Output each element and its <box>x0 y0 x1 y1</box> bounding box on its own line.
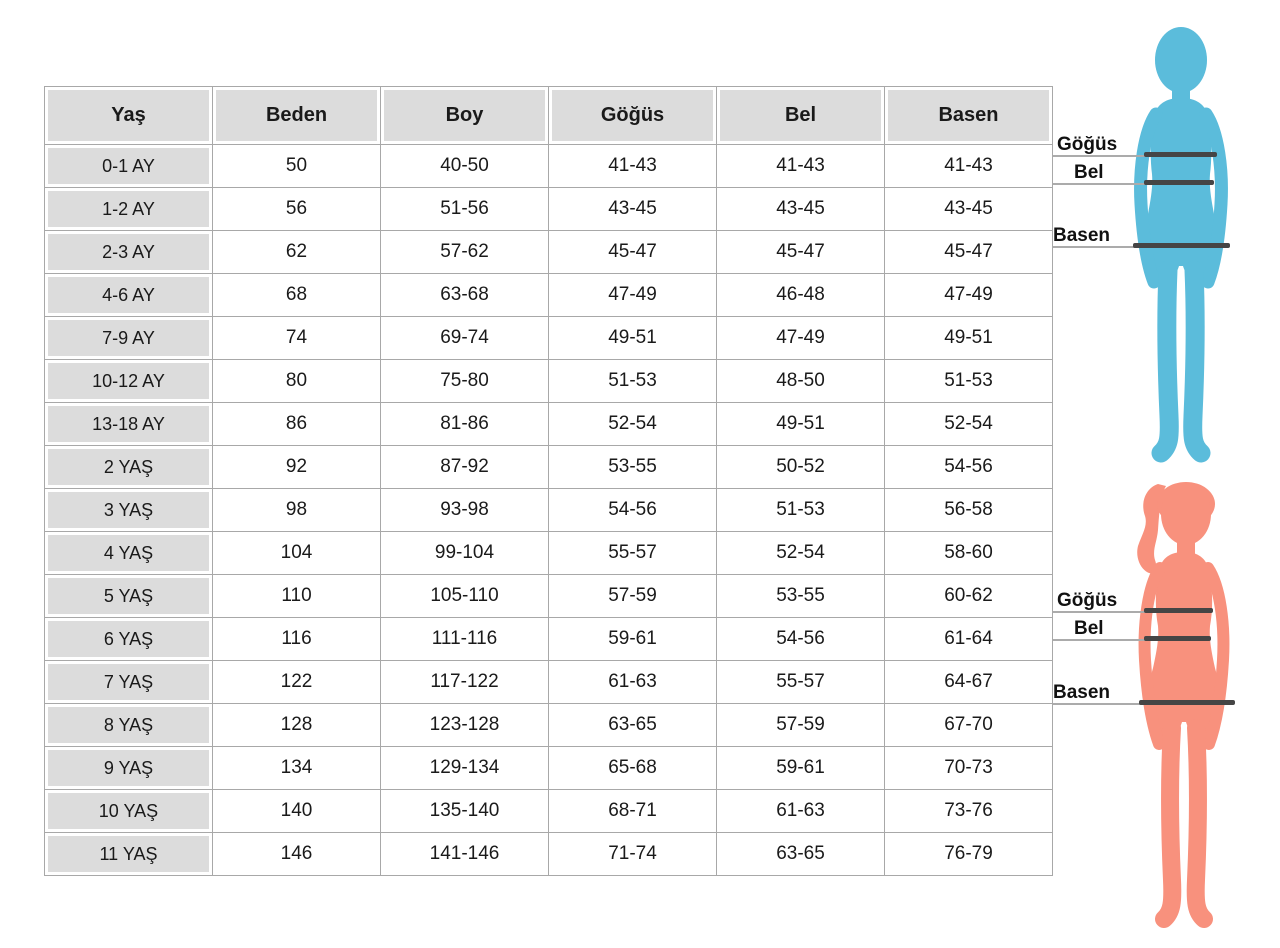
data-cell: 51-56 <box>381 188 549 231</box>
data-cell: 70-73 <box>885 747 1053 790</box>
row-header-cell: 5 YAŞ <box>45 575 213 618</box>
data-cell: 63-65 <box>549 704 717 747</box>
data-cell: 54-56 <box>885 446 1053 489</box>
chest-measure-leader-line-top <box>1053 155 1150 157</box>
data-cell: 43-45 <box>885 188 1053 231</box>
data-cell: 129-134 <box>381 747 549 790</box>
data-cell: 40-50 <box>381 145 549 188</box>
data-cell: 48-50 <box>717 360 885 403</box>
data-cell: 73-76 <box>885 790 1053 833</box>
row-header-cell: 10 YAŞ <box>45 790 213 833</box>
table-row <box>45 403 1053 446</box>
table-row <box>45 747 1053 790</box>
data-cell: 86 <box>213 403 381 446</box>
data-cell: 41-43 <box>717 145 885 188</box>
data-cell: 41-43 <box>885 145 1053 188</box>
data-cell: 67-70 <box>885 704 1053 747</box>
table-row <box>45 231 1053 274</box>
data-cell: 110 <box>213 575 381 618</box>
row-header-cell: 13-18 AY <box>45 403 213 446</box>
data-cell: 56 <box>213 188 381 231</box>
data-cell: 59-61 <box>717 747 885 790</box>
data-cell: 49-51 <box>549 317 717 360</box>
hip-measure-label-top: Basen <box>1053 225 1111 246</box>
data-cell: 50-52 <box>717 446 885 489</box>
row-header-cell: 7-9 AY <box>45 317 213 360</box>
size-table <box>44 86 1053 876</box>
data-cell: 104 <box>213 532 381 575</box>
data-cell: 47-49 <box>549 274 717 317</box>
data-cell: 57-59 <box>717 704 885 747</box>
row-header-cell: 11 YAŞ <box>45 833 213 876</box>
column-header: Basen <box>885 87 1053 145</box>
data-cell: 76-79 <box>885 833 1053 876</box>
data-cell: 74 <box>213 317 381 360</box>
data-cell: 92 <box>213 446 381 489</box>
data-cell: 47-49 <box>717 317 885 360</box>
table-row <box>45 274 1053 317</box>
data-cell: 68-71 <box>549 790 717 833</box>
data-cell: 128 <box>213 704 381 747</box>
table-row <box>45 532 1053 575</box>
row-header-cell: 6 YAŞ <box>45 618 213 661</box>
data-cell: 98 <box>213 489 381 532</box>
data-cell: 60-62 <box>885 575 1053 618</box>
data-cell: 140 <box>213 790 381 833</box>
data-cell: 63-65 <box>717 833 885 876</box>
data-cell: 43-45 <box>717 188 885 231</box>
data-cell: 65-68 <box>549 747 717 790</box>
table-row <box>45 188 1053 231</box>
chest-measure-label-top: Göğüs <box>1057 134 1118 155</box>
data-cell: 116 <box>213 618 381 661</box>
table-row <box>45 704 1053 747</box>
data-cell: 51-53 <box>549 360 717 403</box>
row-header-cell: 8 YAŞ <box>45 704 213 747</box>
chest-measure-label-bottom: Göğüs <box>1057 590 1118 611</box>
data-cell: 51-53 <box>717 489 885 532</box>
data-cell: 99-104 <box>381 532 549 575</box>
data-cell: 49-51 <box>717 403 885 446</box>
row-header-cell: 7 YAŞ <box>45 661 213 704</box>
table-row <box>45 360 1053 403</box>
data-cell: 59-61 <box>549 618 717 661</box>
data-cell: 50 <box>213 145 381 188</box>
data-cell: 69-74 <box>381 317 549 360</box>
data-cell: 52-54 <box>717 532 885 575</box>
data-cell: 53-55 <box>549 446 717 489</box>
data-cell: 55-57 <box>549 532 717 575</box>
waist-measure-line-top <box>1144 180 1214 185</box>
data-cell: 123-128 <box>381 704 549 747</box>
data-cell: 51-53 <box>885 360 1053 403</box>
chest-measure-line-top <box>1144 152 1217 157</box>
table-row <box>45 446 1053 489</box>
data-cell: 61-64 <box>885 618 1053 661</box>
data-cell: 54-56 <box>549 489 717 532</box>
data-cell: 45-47 <box>549 231 717 274</box>
data-cell: 57-59 <box>549 575 717 618</box>
waist-measure-label-bottom: Bel <box>1074 618 1104 639</box>
data-cell: 134 <box>213 747 381 790</box>
data-cell: 61-63 <box>549 661 717 704</box>
data-cell: 62 <box>213 231 381 274</box>
data-cell: 87-92 <box>381 446 549 489</box>
data-cell: 45-47 <box>717 231 885 274</box>
row-header-cell: 2-3 AY <box>45 231 213 274</box>
table-row <box>45 661 1053 704</box>
data-cell: 141-146 <box>381 833 549 876</box>
data-cell: 46-48 <box>717 274 885 317</box>
girl-silhouette-icon <box>1118 478 1250 940</box>
row-header-cell: 9 YAŞ <box>45 747 213 790</box>
row-header-cell: 2 YAŞ <box>45 446 213 489</box>
row-header-cell: 0-1 AY <box>45 145 213 188</box>
data-cell: 71-74 <box>549 833 717 876</box>
waist-measure-label-top: Bel <box>1074 162 1104 183</box>
data-cell: 64-67 <box>885 661 1053 704</box>
data-cell: 52-54 <box>885 403 1053 446</box>
data-cell: 43-45 <box>549 188 717 231</box>
data-cell: 55-57 <box>717 661 885 704</box>
chest-measure-leader-line-bottom <box>1053 611 1150 613</box>
table-row <box>45 489 1053 532</box>
column-header: Yaş <box>45 87 213 145</box>
chest-measure-line-bottom <box>1144 608 1213 613</box>
column-header: Bel <box>717 87 885 145</box>
data-cell: 45-47 <box>885 231 1053 274</box>
row-header-cell: 4-6 AY <box>45 274 213 317</box>
data-cell: 122 <box>213 661 381 704</box>
row-header-cell: 4 YAŞ <box>45 532 213 575</box>
data-cell: 53-55 <box>717 575 885 618</box>
data-cell: 49-51 <box>885 317 1053 360</box>
row-header-cell: 1-2 AY <box>45 188 213 231</box>
data-cell: 105-110 <box>381 575 549 618</box>
hip-measure-label-bottom: Basen <box>1053 682 1111 703</box>
waist-measure-line-bottom <box>1144 636 1211 641</box>
data-cell: 146 <box>213 833 381 876</box>
column-header: Boy <box>381 87 549 145</box>
data-cell: 54-56 <box>717 618 885 661</box>
waist-measure-leader-line-bottom <box>1053 639 1150 641</box>
hip-measure-line-bottom <box>1139 700 1235 705</box>
data-cell: 93-98 <box>381 489 549 532</box>
data-cell: 57-62 <box>381 231 549 274</box>
table-row <box>45 618 1053 661</box>
data-cell: 63-68 <box>381 274 549 317</box>
data-cell: 47-49 <box>885 274 1053 317</box>
hip-measure-line-top <box>1133 243 1230 248</box>
data-cell: 58-60 <box>885 532 1053 575</box>
waist-measure-leader-line-top <box>1053 183 1150 185</box>
row-header-cell: 3 YAŞ <box>45 489 213 532</box>
row-header-cell: 10-12 AY <box>45 360 213 403</box>
data-cell: 61-63 <box>717 790 885 833</box>
table-row <box>45 317 1053 360</box>
column-header: Beden <box>213 87 381 145</box>
hip-measure-leader-line-top <box>1053 246 1138 248</box>
table-row <box>45 790 1053 833</box>
table-row <box>45 833 1053 876</box>
data-cell: 117-122 <box>381 661 549 704</box>
hip-measure-leader-line-bottom <box>1053 703 1143 705</box>
data-cell: 41-43 <box>549 145 717 188</box>
data-cell: 52-54 <box>549 403 717 446</box>
column-header: Göğüs <box>549 87 717 145</box>
data-cell: 80 <box>213 360 381 403</box>
data-cell: 75-80 <box>381 360 549 403</box>
table-row <box>45 145 1053 188</box>
table-row <box>45 575 1053 618</box>
data-cell: 56-58 <box>885 489 1053 532</box>
data-cell: 68 <box>213 274 381 317</box>
data-cell: 81-86 <box>381 403 549 446</box>
data-cell: 135-140 <box>381 790 549 833</box>
data-cell: 111-116 <box>381 618 549 661</box>
